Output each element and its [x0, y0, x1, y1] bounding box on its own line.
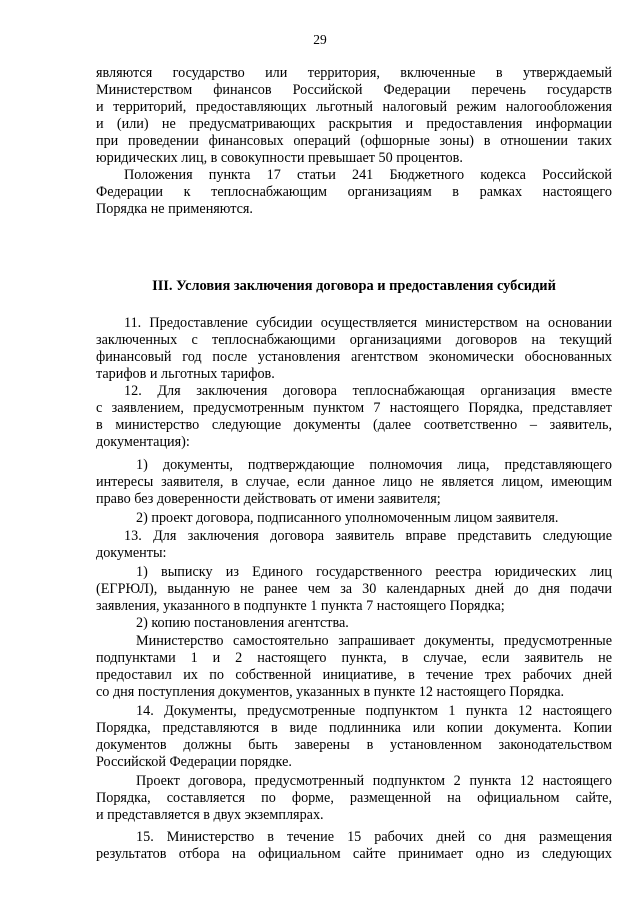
paragraph-item-12-sub-2	[96, 510, 612, 527]
text-line: и (или) не предусматривающих раскрытия и предоставления информации	[96, 116, 612, 132]
paragraph-item-14	[96, 703, 612, 771]
text-line: подпунктами 1 и 2 настоящего пункта, в случае, если заявитель не	[96, 650, 612, 666]
text-line: документы:	[96, 545, 167, 561]
text-line: 2) проект договора, подписанного уполномоченным лицом заявителя.	[136, 510, 559, 526]
paragraph-item-15	[96, 829, 612, 863]
page-number: 29	[313, 32, 327, 47]
paragraph-intro-continuation	[96, 65, 612, 167]
text-line: предоставил их по собственной инициативе, в течение трех рабочих дней	[96, 667, 612, 683]
text-line: при проведении финансовых операций (офшорные зоны) в отношении таких	[96, 133, 612, 149]
paragraph-ministry-requests	[96, 633, 612, 701]
text-line: 1) выписку из Единого государственного реестра юридических лиц	[136, 564, 612, 580]
paragraph-item-12-sub-1	[96, 457, 612, 508]
text-line: интересы заявителя, в случае, если данное лицо не является лицом, имеющим	[96, 474, 612, 490]
text-line: 12. Для заключения договора теплоснабжающая организация вместе	[124, 383, 612, 399]
text-line: заявления, указанного в подпункте 1 пункта 7 настоящего Порядка;	[96, 598, 505, 614]
text-line: Федерации к теплоснабжающим организациям в рамках настоящего	[96, 184, 612, 200]
text-line: Российской Федерации порядке.	[96, 754, 292, 770]
text-line: Порядка не применяются.	[96, 201, 253, 217]
text-line: право без доверенности действовать от имени заявителя;	[96, 491, 441, 507]
paragraph-budget-code	[96, 167, 612, 218]
paragraph-item-13	[96, 528, 612, 562]
text-line: 14. Документы, предусмотренные подпунктом 1 пункта 12 настоящего	[136, 703, 612, 719]
text-line: 15. Министерство в течение 15 рабочих дней со дня размещения	[136, 829, 612, 845]
text-line: 2) копию постановления агентства.	[136, 615, 349, 631]
paragraph-item-13-sub-2	[96, 615, 612, 632]
text-line: 11. Предоставление субсидии осуществляется министерством на основании	[124, 315, 612, 331]
text-line: Министерство самостоятельно запрашивает документы, предусмотренные	[136, 633, 612, 649]
text-line: Министерством финансов Российской Федерации перечень государств	[96, 82, 612, 98]
text-line: являются государство или территория, включенные в утверждаемый	[96, 65, 612, 81]
text-line: (ЕГРЮЛ), выданную не ранее чем за 30 календарных дней до дня подачи	[96, 581, 612, 597]
text-line: 1) документы, подтверждающие полномочия лица, представляющего	[136, 457, 612, 473]
text-line: 13. Для заключения договора заявитель вправе представить следующие	[124, 528, 612, 544]
paragraph-item-11	[96, 315, 612, 383]
text-line: документация):	[96, 434, 190, 450]
paragraph-item-12	[96, 383, 612, 451]
text-line: тарифов и льготных тарифов.	[96, 366, 275, 382]
text-line: Порядка, составляется по форме, размещенной на официальном сайте,	[96, 790, 612, 806]
text-line: Порядка, представляются в виде подлинника или копии документа. Копии	[96, 720, 612, 736]
text-line: документов должны быть заверены в установленном законодательством	[96, 737, 612, 753]
text-line: и территорий, предоставляющих льготный налоговый режим налогообложения	[96, 99, 612, 115]
text-line: юридических лиц, в совокупности превышает 50 процентов.	[96, 150, 463, 166]
text-line: и представляется в двух экземплярах.	[96, 807, 324, 823]
paragraph-item-13-sub-1	[96, 564, 612, 615]
text-line: заключенных с теплоснабжающими организациями договоров на текущий	[96, 332, 612, 348]
section-heading: III. Условия заключения договора и предоставления субсидий	[152, 278, 556, 294]
text-line: Положения пункта 17 статьи 241 Бюджетного кодекса Российской	[124, 167, 612, 183]
text-line: финансовый год после установления агентством экономически обоснованных	[96, 349, 612, 365]
text-line: с заявлением, предусмотренным пунктом 7 настоящего Порядка, представляет	[96, 400, 612, 416]
text-line: результатов отбора на официальном сайте принимает одно из следующих	[96, 846, 612, 862]
text-line: со дня поступления документов, указанных в пункте 12 настоящего Порядка.	[96, 684, 565, 700]
paragraph-contract-project	[96, 773, 612, 824]
text-line: Проект договора, предусмотренный подпунктом 2 пункта 12 настоящего	[136, 773, 612, 789]
text-line: в министерство следующие документы (далее соответственно – заявитель,	[96, 417, 612, 433]
